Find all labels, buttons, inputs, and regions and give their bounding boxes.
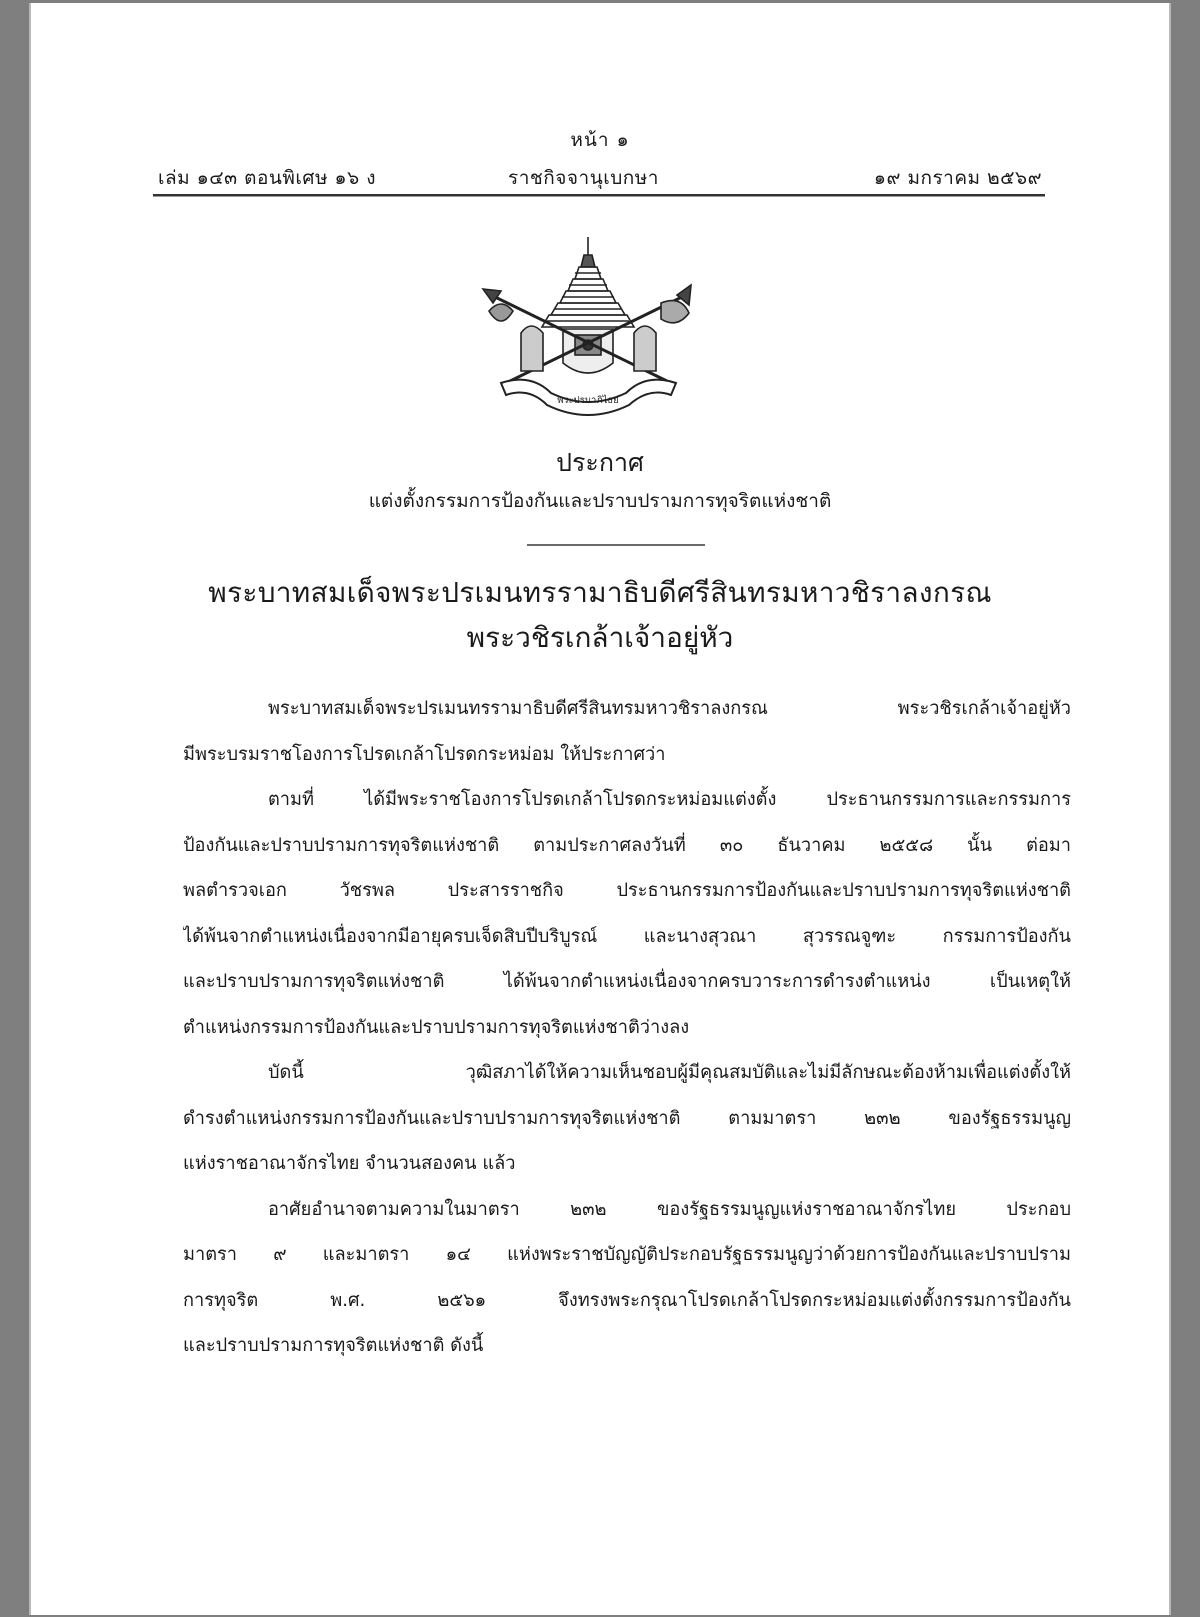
body-line: แห่งราชอาณาจักรไทย จำนวนสองคน แล้ว (183, 1153, 516, 1174)
body-line: และปราบปรามการทุจริตแห่งชาติ ได้พ้นจากตำแหน่งเนื่องจากครบวาระการดำรงตำแหน่ง เป็นเหตุให้ (183, 971, 1071, 992)
body-line: การทุจริต พ.ศ. ๒๕๖๑ จึงทรงพระกรุณาโปรดเกล้าโปรดกระหม่อมแต่งตั้งกรรมการป้องกัน (183, 1289, 1071, 1311)
body-line: ป้องกันและปราบปรามการทุจริตแห่งชาติ ตามประกาศลงวันที่ ๓๐ ธันวาคม ๒๕๕๘ นั้น ต่อมา (183, 834, 1071, 856)
body-line: พระบาทสมเด็จพระปรเมนทรรามาธิบดีศรีสินทรมหาวชิราลงกรณ พระวชิรเกล้าเจ้าอยู่หัว (268, 698, 1071, 719)
body-line: มาตรา ๙ และมาตรา ๑๔ แห่งพระราชบัญญัติประกอบรัฐธรรมนูญว่าด้วยการป้องกันและปราบปราม (183, 1244, 1071, 1265)
body-line: และปราบปรามการทุจริตแห่งชาติ ดังนี้ (183, 1335, 484, 1356)
announcement-title: ประกาศ (556, 448, 644, 477)
title-divider (527, 544, 705, 546)
header-divider (153, 194, 1045, 197)
body-line: ได้พ้นจากตำแหน่งเนื่องจากมีอายุครบเจ็ดสิบปีบริบูรณ์ และนางสุวณา สุวรรณจูฑะ กรรมการป้องกัน (183, 925, 1071, 947)
royal-emblem-seal-icon (471, 233, 706, 418)
body-line: ตำแหน่งกรรมการป้องกันและปราบปรามการทุจริตแห่งชาติว่างลง (183, 1016, 690, 1038)
body-line: บัดนี้ วุฒิสภาได้ให้ความเห็นชอบผู้มีคุณสมบัติและไม่มีลักษณะต้องห้ามเพื่อแต่งตั้งให้ (268, 1062, 1071, 1083)
king-name-line-2: พระวชิรเกล้าเจ้าอยู่หัว (466, 621, 734, 654)
body-line: ตามที่ ได้มีพระราชโองการโปรดเกล้าโปรดกระหม่อมแต่งตั้ง ประธานกรรมการและกรรมการ (268, 789, 1071, 810)
body-line: พลตำรวจเอก วัชรพล ประสารราชกิจ ประธานกรรมการป้องกันและปราบปรามการทุจริตแห่งชาติ (183, 880, 1071, 901)
body-line: ดำรงตำแหน่งกรรมการป้องกันและปราบปรามการทุจริตแห่งชาติ ตามมาตรา ๒๓๒ ของรัฐธรรมนูญ (183, 1107, 1071, 1129)
svg-text:พระปรมาภิไธย: พระปรมาภิไธย (557, 395, 619, 406)
body-line: อาศัยอำนาจตามความในมาตรา ๒๓๒ ของรัฐธรรมนูญแห่งราชอาณาจักรไทย ประกอบ (268, 1198, 1071, 1220)
gazette-name: ราชกิจจานุเบกษา (508, 167, 659, 189)
body-line: มีพระบรมราชโองการโปรดเกล้าโปรดกระหม่อม ให้ประกาศว่า (183, 743, 666, 765)
announcement-body (183, 686, 1071, 1369)
announcement-subtitle: แต่งตั้งกรรมการป้องกันและปราบปรามการทุจริตแห่งชาติ (368, 490, 832, 512)
volume-issue: เล่ม ๑๔๓ ตอนพิเศษ ๑๖ ง (158, 167, 376, 189)
gazette-page (29, 3, 1171, 1615)
king-name-line-1: พระบาทสมเด็จพระปรเมนทรรามาธิบดีศรีสินทรมหาวชิราลงกรณ (208, 576, 992, 609)
publication-date: ๑๙ มกราคม ๒๕๖๙ (873, 167, 1042, 189)
page-number: หน้า ๑ (570, 129, 630, 151)
